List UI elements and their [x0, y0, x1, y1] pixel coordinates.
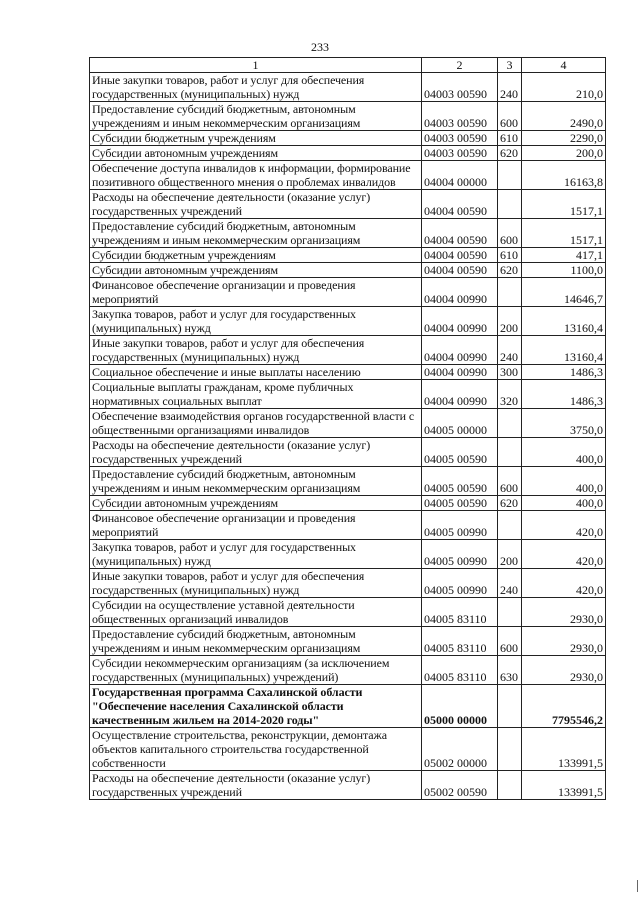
row-amount-cell: 1517,1: [522, 190, 606, 219]
row-amount-cell: 400,0: [522, 467, 606, 496]
table-row: [90, 496, 606, 511]
row-type-cell: 620: [498, 496, 522, 511]
row-name-cell: Субсидии автономным учреждениям: [90, 496, 422, 511]
table-row: [90, 409, 606, 438]
row-amount-cell: 420,0: [522, 569, 606, 598]
table-row: [90, 365, 606, 380]
table-row: [90, 438, 606, 467]
table-row: [90, 336, 606, 365]
row-name-cell: Закупка товаров, работ и услуг для государственных (муниципальных) нужд: [90, 540, 422, 569]
table-row: [90, 380, 606, 409]
row-name-cell: Субсидии автономным учреждениям: [90, 263, 422, 278]
row-amount-cell: 417,1: [522, 248, 606, 263]
table-row: [90, 627, 606, 656]
row-code-cell: 04004 00990: [422, 336, 498, 365]
row-code-cell: 04005 83110: [422, 598, 498, 627]
row-code-cell: 04003 00590: [422, 146, 498, 161]
row-name-cell: Субсидии бюджетным учреждениям: [90, 248, 422, 263]
row-type-cell: 240: [498, 569, 522, 598]
row-name-cell: Субсидии бюджетным учреждениям: [90, 131, 422, 146]
row-name-cell: Иные закупки товаров, работ и услуг для обеспечения государственных (муниципальных) нужд: [90, 569, 422, 598]
row-type-cell: 600: [498, 627, 522, 656]
row-code-cell: 05002 00590: [422, 771, 498, 800]
row-type-cell: 320: [498, 380, 522, 409]
row-name-cell: Субсидии некоммерческим организациям (за исключением государственных (муниципальных) учреждений): [90, 656, 422, 685]
row-amount-cell: 2930,0: [522, 598, 606, 627]
row-amount-cell: 2490,0: [522, 102, 606, 131]
row-type-cell: [498, 685, 522, 728]
table-row: [90, 656, 606, 685]
row-amount-cell: 420,0: [522, 540, 606, 569]
row-name-cell: Иные закупки товаров, работ и услуг для обеспечения государственных (муниципальных) нужд: [90, 73, 422, 102]
row-code-cell: 04004 00590: [422, 263, 498, 278]
row-amount-cell: 2930,0: [522, 627, 606, 656]
row-amount-cell: 400,0: [522, 438, 606, 467]
row-type-cell: 200: [498, 307, 522, 336]
row-type-cell: 240: [498, 336, 522, 365]
row-amount-cell: 200,0: [522, 146, 606, 161]
row-name-cell: Предоставление субсидий бюджетным, автономным учреждениям и иным некоммерческим организациям: [90, 219, 422, 248]
page-number: 233: [311, 40, 329, 54]
column-header-4: 4: [522, 58, 606, 73]
table-row: [90, 511, 606, 540]
row-code-cell: 04004 00590: [422, 190, 498, 219]
row-code-cell: 04004 00990: [422, 365, 498, 380]
table-row: [90, 248, 606, 263]
row-type-cell: [498, 278, 522, 307]
row-type-cell: 600: [498, 467, 522, 496]
row-code-cell: 04005 00990: [422, 511, 498, 540]
row-name-cell: Обеспечение доступа инвалидов к информации, формирование позитивного общественного мнения о проблемах инвалидов: [90, 161, 422, 190]
row-code-cell: 04003 00590: [422, 131, 498, 146]
table-row: [90, 307, 606, 336]
row-name-cell: Обеспечение взаимодействия органов государственной власти с общественными организациями инвалидов: [90, 409, 422, 438]
row-name-cell: Закупка товаров, работ и услуг для государственных (муниципальных) нужд: [90, 307, 422, 336]
row-name-cell: Субсидии автономным учреждениям: [90, 146, 422, 161]
row-code-cell: 05000 00000: [422, 685, 498, 728]
row-type-cell: 620: [498, 146, 522, 161]
row-name-cell: Финансовое обеспечение организации и проведения мероприятий: [90, 278, 422, 307]
table-row: [90, 771, 606, 800]
row-code-cell: 04004 00990: [422, 278, 498, 307]
row-code-cell: 04005 83110: [422, 627, 498, 656]
table-row: [90, 569, 606, 598]
row-type-cell: [498, 511, 522, 540]
row-type-cell: [498, 190, 522, 219]
row-code-cell: 04004 00000: [422, 161, 498, 190]
row-type-cell: 610: [498, 248, 522, 263]
row-amount-cell: 1517,1: [522, 219, 606, 248]
column-header-2: 2: [422, 58, 498, 73]
row-name-cell: Социальное обеспечение и иные выплаты населению: [90, 365, 422, 380]
row-type-cell: 620: [498, 263, 522, 278]
row-type-cell: [498, 161, 522, 190]
row-amount-cell: 2290,0: [522, 131, 606, 146]
row-name-cell: Иные закупки товаров, работ и услуг для обеспечения государственных (муниципальных) нужд: [90, 336, 422, 365]
row-code-cell: 04005 00590: [422, 438, 498, 467]
row-type-cell: [498, 438, 522, 467]
table-row: [90, 278, 606, 307]
table-row: [90, 102, 606, 131]
row-code-cell: 04003 00590: [422, 73, 498, 102]
row-name-cell: Социальные выплаты гражданам, кроме публичных нормативных социальных выплат: [90, 380, 422, 409]
edge-mark: [637, 880, 638, 892]
row-amount-cell: 133991,5: [522, 728, 606, 771]
row-type-cell: [498, 728, 522, 771]
row-amount-cell: 16163,8: [522, 161, 606, 190]
row-name-cell: Предоставление субсидий бюджетным, автономным учреждениям и иным некоммерческим организациям: [90, 467, 422, 496]
row-code-cell: 04005 00000: [422, 409, 498, 438]
row-type-cell: 200: [498, 540, 522, 569]
column-header-1: 1: [90, 58, 422, 73]
row-amount-cell: 14646,7: [522, 278, 606, 307]
row-type-cell: 630: [498, 656, 522, 685]
table-row: [90, 263, 606, 278]
row-code-cell: 04004 00990: [422, 380, 498, 409]
row-name-cell: Финансовое обеспечение организации и проведения мероприятий: [90, 511, 422, 540]
row-name-cell: Государственная программа Сахалинской области "Обеспечение населения Сахалинской области качественным жильем на 2014-2020 годы": [90, 685, 422, 728]
row-amount-cell: 133991,5: [522, 771, 606, 800]
row-amount-cell: 420,0: [522, 511, 606, 540]
table-row: [90, 540, 606, 569]
row-code-cell: 04005 83110: [422, 656, 498, 685]
table-row: [90, 161, 606, 190]
row-amount-cell: 1100,0: [522, 263, 606, 278]
row-type-cell: [498, 409, 522, 438]
row-name-cell: Расходы на обеспечение деятельности (оказание услуг) государственных учреждений: [90, 438, 422, 467]
row-name-cell: Предоставление субсидий бюджетным, автономным учреждениям и иным некоммерческим организациям: [90, 102, 422, 131]
row-amount-cell: 7795546,2: [522, 685, 606, 728]
row-type-cell: 600: [498, 102, 522, 131]
row-amount-cell: 210,0: [522, 73, 606, 102]
table-row: [90, 598, 606, 627]
row-type-cell: [498, 598, 522, 627]
row-name-cell: Субсидии на осуществление уставной деятельности общественных организаций инвалидов: [90, 598, 422, 627]
row-type-cell: 600: [498, 219, 522, 248]
row-amount-cell: 400,0: [522, 496, 606, 511]
row-code-cell: 04005 00590: [422, 496, 498, 511]
row-amount-cell: 13160,4: [522, 307, 606, 336]
table-row: [90, 73, 606, 102]
row-type-cell: 240: [498, 73, 522, 102]
row-amount-cell: 2930,0: [522, 656, 606, 685]
row-code-cell: 04005 00990: [422, 569, 498, 598]
column-header-3: 3: [498, 58, 522, 73]
row-code-cell: 05002 00000: [422, 728, 498, 771]
row-amount-cell: 3750,0: [522, 409, 606, 438]
row-amount-cell: 1486,3: [522, 365, 606, 380]
table-row: [90, 190, 606, 219]
table-row: [90, 219, 606, 248]
row-code-cell: 04005 00590: [422, 467, 498, 496]
table-row: [90, 131, 606, 146]
row-code-cell: 04005 00990: [422, 540, 498, 569]
row-code-cell: 04003 00590: [422, 102, 498, 131]
table-row: [90, 728, 606, 771]
table-row: [90, 685, 606, 728]
row-type-cell: 300: [498, 365, 522, 380]
row-code-cell: 04004 00590: [422, 248, 498, 263]
table-row: [90, 467, 606, 496]
table-header-row: [90, 58, 606, 73]
budget-table: [89, 57, 606, 800]
table-body: [90, 73, 606, 800]
row-amount-cell: 1486,3: [522, 380, 606, 409]
row-code-cell: 04004 00990: [422, 307, 498, 336]
row-name-cell: Расходы на обеспечение деятельности (оказание услуг) государственных учреждений: [90, 771, 422, 800]
row-type-cell: 610: [498, 131, 522, 146]
row-name-cell: Осуществление строительства, реконструкции, демонтажа объектов капитального строительства государственной собственности: [90, 728, 422, 771]
row-amount-cell: 13160,4: [522, 336, 606, 365]
row-type-cell: [498, 771, 522, 800]
row-code-cell: 04004 00590: [422, 219, 498, 248]
row-name-cell: Расходы на обеспечение деятельности (оказание услуг) государственных учреждений: [90, 190, 422, 219]
row-name-cell: Предоставление субсидий бюджетным, автономным учреждениям и иным некоммерческим организациям: [90, 627, 422, 656]
table-row: [90, 146, 606, 161]
